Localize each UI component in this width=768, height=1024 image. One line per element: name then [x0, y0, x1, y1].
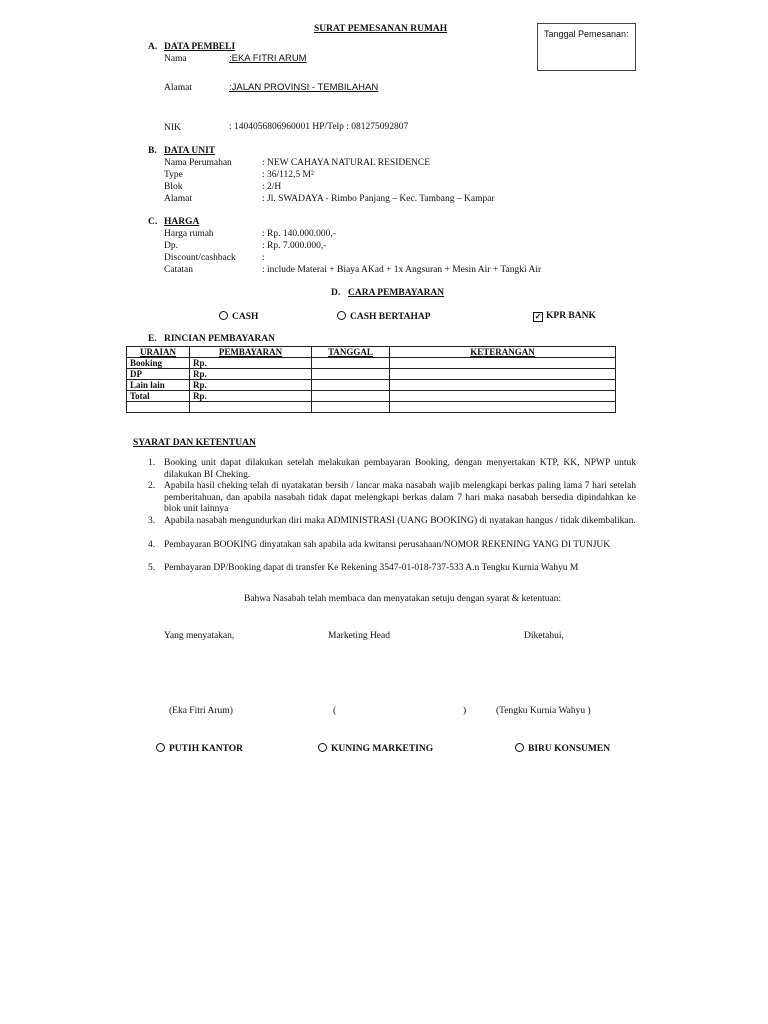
- nik-value: : 1404056806960001 HP/Telp : 081275092807: [229, 122, 409, 132]
- section-e-letter: E.: [148, 334, 157, 344]
- table-cell[interactable]: [312, 369, 390, 380]
- price-row-label: Dp.: [164, 241, 178, 251]
- table-cell[interactable]: Rp.: [190, 391, 312, 402]
- section-c-heading: HARGA: [164, 217, 200, 227]
- nama-label: Nama: [164, 54, 187, 64]
- signature-title-buyer: Yang menyatakan,: [164, 631, 235, 641]
- alamat-label: Alamat: [164, 83, 192, 93]
- table-cell[interactable]: [312, 402, 390, 413]
- table-cell[interactable]: [312, 358, 390, 369]
- term-number: 1.: [148, 458, 156, 468]
- column-header: KETERANGAN: [390, 347, 616, 358]
- unit-row-label: Alamat: [164, 194, 192, 204]
- payment-option-label: KPR BANK: [546, 311, 596, 321]
- section-e-heading: RINCIAN PEMBAYARAN: [164, 334, 275, 344]
- table-cell[interactable]: [127, 402, 190, 413]
- radio-circle-icon[interactable]: [156, 743, 165, 752]
- unit-row-label: Blok: [164, 182, 183, 192]
- table-cell[interactable]: [390, 358, 616, 369]
- table-cell[interactable]: [390, 369, 616, 380]
- order-date-box[interactable]: [537, 23, 636, 71]
- section-d-heading: CARA PEMBAYARAN: [348, 288, 445, 298]
- table-row: [127, 380, 616, 391]
- copy-kuning-marketing[interactable]: [318, 743, 433, 754]
- unit-row-value: : 2/H: [262, 182, 282, 192]
- unit-row-value: : Jl. SWADAYA - Rimbo Panjang – Kec. Tambang – Kampar: [262, 194, 495, 204]
- section-b-heading: DATA UNIT: [164, 146, 216, 156]
- price-row-label: Catatan: [164, 265, 194, 275]
- table-header-row: [127, 347, 616, 358]
- signature-name-approver: (Tengku Kurnia Wahyu ): [496, 706, 591, 716]
- section-a-heading: DATA PEMBELI: [164, 42, 236, 52]
- copy-biru-konsumen[interactable]: [515, 743, 610, 754]
- order-date-label: Tanggal Pemesanan:: [544, 29, 629, 39]
- nik-label: NIK: [164, 123, 181, 133]
- unit-row-label: Type: [164, 170, 183, 180]
- section-a-letter: A.: [148, 42, 158, 52]
- section-c-letter: C.: [148, 217, 158, 227]
- table-cell: Lain lain: [127, 380, 190, 391]
- price-row-value: :: [262, 253, 265, 263]
- signature-open-paren: (: [333, 706, 337, 716]
- term-text: Pembayaran DP/Booking dapat di transfer Ke Rekening 3547-01-018-737-533 A.n Tengku Kurnia Wahyu M: [164, 563, 579, 573]
- column-header: PEMBAYARAN: [190, 347, 312, 358]
- payment-option-cash-bertahap[interactable]: [337, 311, 431, 322]
- unit-row-label: Nama Perumahan: [164, 158, 232, 168]
- copy-putih-kantor[interactable]: [156, 743, 243, 754]
- table-row: [127, 369, 616, 380]
- term-text: Apabila hasil cheking telah di nyatakatan bersih / lancar maka nasabah wajib melengkapi berkas paling lama 7 hari setelah pemberitahuan, dan apabila nasabah tidak dapat melengkapi berkas dalam 7 hari maka nasabah bersedia dipindahkan ke blok unit lainnya: [164, 481, 636, 514]
- table-row: [127, 391, 616, 402]
- signature-title-marketing: Marketing Head: [328, 631, 390, 641]
- unit-row-value: : 36/112,5 M²: [262, 170, 314, 180]
- terms-heading: SYARAT DAN KETENTUAN: [133, 438, 256, 448]
- table-cell[interactable]: Rp.: [190, 369, 312, 380]
- signature-name-buyer: (Eka Fitri Arum): [169, 706, 233, 716]
- table-cell[interactable]: [390, 391, 616, 402]
- document-title: SURAT PEMESANAN RUMAH: [314, 24, 448, 34]
- table-cell[interactable]: Rp.: [190, 380, 312, 391]
- term-number: 5.: [148, 563, 156, 573]
- column-header: URAIAN: [127, 347, 190, 358]
- table-cell[interactable]: [312, 380, 390, 391]
- signature-close-paren: ): [463, 706, 467, 716]
- payment-option-label: CASH BERTAHAP: [350, 312, 431, 322]
- table-cell[interactable]: [390, 380, 616, 391]
- table-row: [127, 358, 616, 369]
- price-row-label: Discount/cashback: [164, 253, 236, 263]
- price-row-value: : include Materai + Biaya AKad + 1x Angsuran + Mesin Air + Tangki Air: [262, 265, 542, 275]
- term-text: Booking unit dapat dilakukan setelah melakukan pembayaran Booking, dengan menyertakan KTP, KK, NPWP untuk dilakukan BI Cheking.: [164, 458, 636, 480]
- copy-label: PUTIH KANTOR: [169, 744, 243, 754]
- table-cell: DP: [127, 369, 190, 380]
- table-cell[interactable]: [312, 391, 390, 402]
- table-cell[interactable]: [190, 402, 312, 413]
- radio-circle-icon[interactable]: [337, 311, 346, 320]
- table-cell[interactable]: [390, 402, 616, 413]
- radio-circle-icon[interactable]: [318, 743, 327, 752]
- checkbox-checked-icon[interactable]: ✓: [534, 312, 542, 321]
- signature-title-approver: Diketahui,: [524, 631, 564, 641]
- term-number: 3.: [148, 516, 156, 526]
- term-text: Pembayaran BOOKING dinyatakan sah apabila ada kwitansi perusahaan/NOMOR REKENING YANG DI TUNJUK: [164, 540, 611, 550]
- copy-label: BIRU KONSUMEN: [528, 744, 611, 754]
- price-row-value: : Rp. 7.000.000,-: [262, 241, 327, 251]
- unit-row-value: : NEW CAHAYA NATURAL RESIDENCE: [262, 158, 431, 168]
- section-d-letter: D.: [331, 288, 341, 298]
- section-b-letter: B.: [148, 146, 157, 156]
- agreement-text: Bahwa Nasabah telah membaca dan menyatakan setuju dengan syarat & ketentuan:: [244, 594, 562, 604]
- payment-details-table: [126, 346, 616, 413]
- radio-circle-icon[interactable]: [515, 743, 524, 752]
- term-number: 2.: [148, 481, 156, 491]
- payment-option-label: CASH: [232, 312, 259, 322]
- radio-circle-icon[interactable]: [219, 311, 228, 320]
- price-row-value: : Rp. 140.000.000,-: [262, 229, 336, 239]
- payment-option-cash[interactable]: [219, 311, 258, 322]
- term-number: 4.: [148, 540, 156, 550]
- term-text: Apabila nasabah mengundurkan diri maka ADMINISTRASI (UANG BOOKING) di nyatakan hangus / tidak dikembalikan.: [164, 516, 636, 526]
- column-header: TANGGAL: [312, 347, 390, 358]
- table-row: [127, 402, 616, 413]
- nama-value: :EKA FITRI ARUM: [229, 53, 307, 64]
- table-cell[interactable]: Rp.: [190, 358, 312, 369]
- alamat-value: :JALAN PROVINSI - TEMBILAHAN: [229, 82, 379, 93]
- table-cell: Total: [127, 391, 190, 402]
- payment-option-kpr-bank[interactable]: [533, 311, 596, 322]
- copy-label: KUNING MARKETING: [331, 744, 434, 754]
- table-cell: Booking: [127, 358, 190, 369]
- price-row-label: Harga rumah: [164, 229, 214, 239]
